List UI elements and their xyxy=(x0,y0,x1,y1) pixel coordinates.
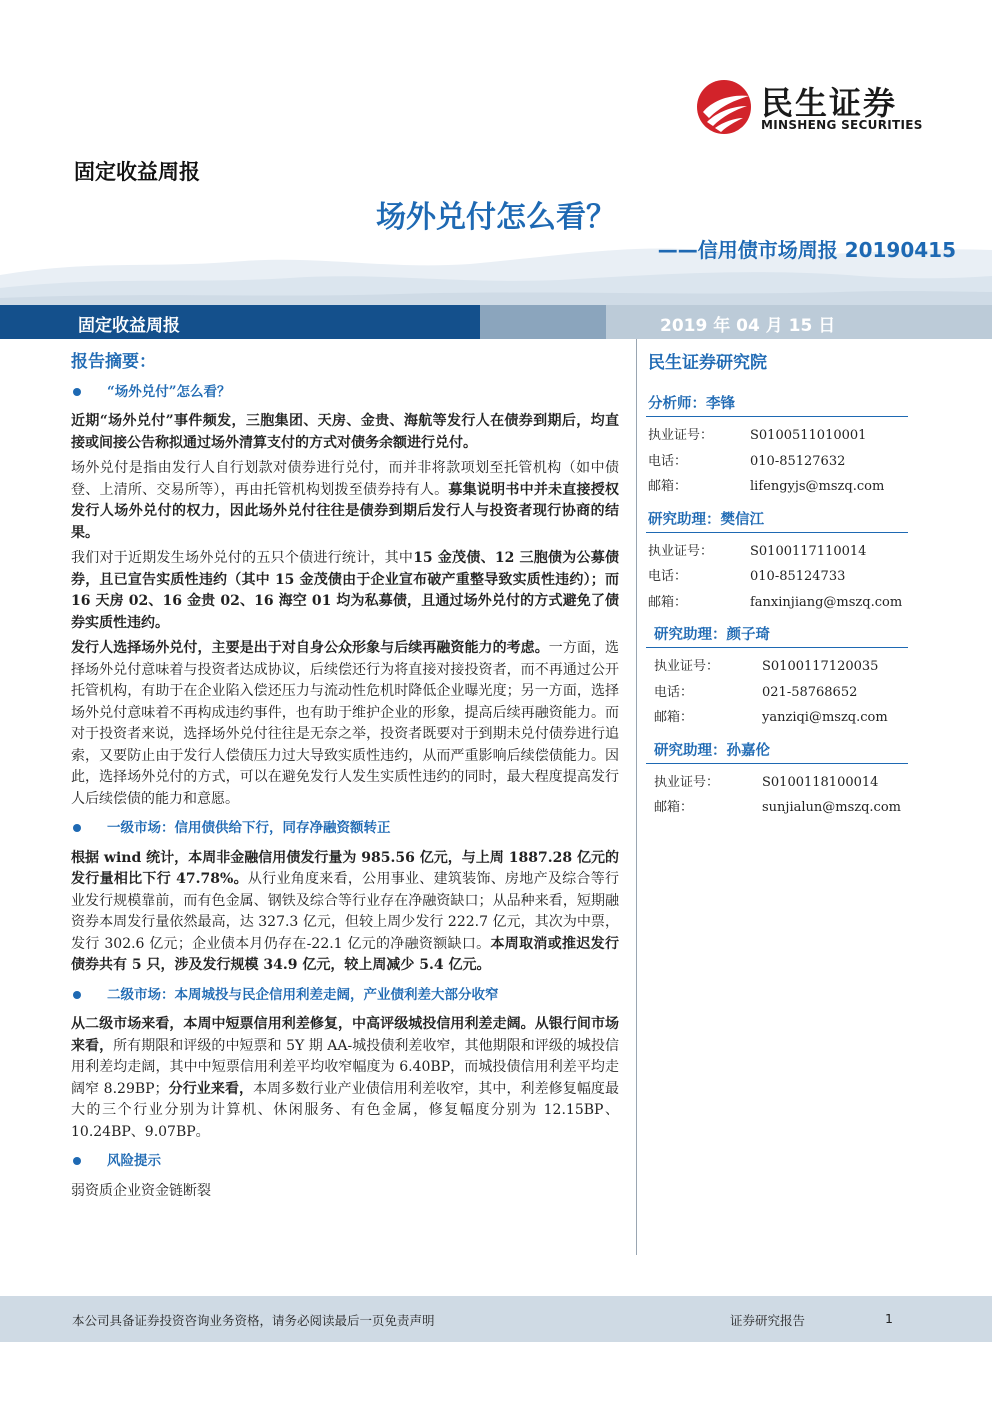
summary-column xyxy=(71,352,619,1206)
analyst-contact-row xyxy=(646,474,908,500)
column-divider xyxy=(636,339,637,1255)
paragraph-text: 近期“场外兑付”事件频发，三胞集团、天房、金贵、海航等发行人在债券到期后，均直接或间接公告称拟通过场外清算支付的方式对债务余额进行兑付。 xyxy=(71,413,619,451)
paragraph-text: 从二级市场来看，本周中短票信用利差修复，中高评级城投信用利差走阔。从银行间市场来看， xyxy=(71,1016,619,1054)
analyst-block xyxy=(646,390,908,500)
analyst-contact-row xyxy=(646,590,908,616)
footer-label: 证券研究报告 xyxy=(730,1313,806,1328)
minsheng-logo xyxy=(695,78,925,138)
summary-paragraph xyxy=(71,1014,619,1143)
contact-label: 电话： xyxy=(648,569,688,584)
section-heading xyxy=(71,382,619,404)
paragraph-text: 15 金茂债、12 三胞债为公募债券，且已宣告实质性违约（其中 15 金茂债由于企业宣布破产重整导致实质性违约）；而 16 天房 02、16 金贵 02、16 海空 01 均为私募债，且通过场外兑付的方式避免了债券实质性违约。 xyxy=(71,550,619,631)
report-subtitle: ——信用债市场周报 20190415 xyxy=(657,238,956,262)
paragraph-text: 募集说明书中并未直接授权发行人场外兑付的权力，因此场外兑付往往是债券到期后发行人与投资者现行协商的结果。 xyxy=(71,481,620,541)
contact-value: fanxinjiang@mszq.com xyxy=(750,594,903,610)
logo-name-cn: 民生证券 xyxy=(761,84,898,122)
analyst-block xyxy=(646,737,908,821)
paragraph-text: 发行人选择场外兑付，主要是出于对自身公众形象与后续再融资能力的考虑。 xyxy=(71,640,549,656)
analyst-sidebar xyxy=(646,350,908,821)
paragraph-text: 弱资质企业资金链断裂 xyxy=(71,1182,211,1199)
contact-label: 执业证号： xyxy=(654,774,720,790)
summary-paragraph xyxy=(71,411,619,454)
analyst-contact-row xyxy=(646,423,908,449)
band-report-type: 固定收益周报 xyxy=(78,316,180,336)
section-heading-text: 风险提示 xyxy=(107,1153,161,1169)
section-heading-text: “场外兑付”怎么看？ xyxy=(107,383,231,400)
analyst-contact-row xyxy=(646,795,908,821)
institute-name: 民生证券研究院 xyxy=(648,353,767,373)
page-number: 1 xyxy=(885,1311,893,1326)
section-heading-text: 一级市场：信用债供给下行，同存净融资额转正 xyxy=(107,820,391,836)
logo-name-en: MINSHENG SECURITIES xyxy=(761,118,923,132)
contact-label: 邮箱： xyxy=(648,594,688,610)
footer-disclaimer: 本公司具备证券投资咨询业务资格，请务必阅读最后一页免责声明 xyxy=(72,1313,435,1328)
report-date: 2019 年 04 月 15 日 xyxy=(660,316,836,336)
contact-value: S0100511010001 xyxy=(750,428,867,443)
paragraph-text: 从行业角度来看，公用事业、建筑装饰、房地产及综合等行业发行规模靠前，而有色金属、钢铁及综合等行业存在净融资缺口；从品种来看，短期融资券本周发行量依然最高，达 327.3 亿元，但较上周少发行 222.7 亿元，其次为中票，发行 302.6 亿元；企业债本月仍存在-22.1 亿元的净融资额缺口。 xyxy=(71,871,620,952)
paragraph-text: 本周取消或推迟发行债券共有 5 只，涉及发行规模 34.9 亿元，较上周减少 5.4 亿元。 xyxy=(71,935,619,973)
summary-paragraph xyxy=(71,638,619,810)
contact-value: S0100118100014 xyxy=(762,774,879,790)
analyst-block xyxy=(646,621,908,731)
bullet-dot-icon xyxy=(73,991,81,999)
contact-value: 010-85127632 xyxy=(750,453,846,469)
analyst-role: 研究助理：颜子琦 xyxy=(646,621,908,648)
bullet-dot-icon xyxy=(73,824,81,832)
analyst-contact-row xyxy=(646,705,908,731)
bullet-dot-icon xyxy=(73,1157,81,1165)
report-type: 固定收益周报 xyxy=(74,159,200,184)
summary-paragraph xyxy=(71,548,619,634)
paragraph-text: 场外兑付是指由发行人自行划款对债券进行兑付，而并非将款项划至托管机构（如中债登、上清所、交易所等），再由托管机构划拨至债券持有人。 xyxy=(71,460,619,498)
contact-label: 邮箱： xyxy=(648,479,688,494)
section-heading xyxy=(71,818,619,840)
section-heading xyxy=(71,985,619,1007)
contact-value: S0100117120035 xyxy=(762,659,879,674)
analyst-contact-row xyxy=(646,449,908,475)
contact-label: 执业证号： xyxy=(654,659,720,674)
summary-paragraph xyxy=(71,458,619,544)
page-footer xyxy=(0,1296,992,1342)
contact-label: 邮箱： xyxy=(654,800,694,815)
paragraph-text: 本周多数行业产业债信用利差收窄，其中，利差修复幅度最大的三个行业分别为计算机、休闲服务、有色金属，修复幅度分别为 12.15BP、10.24BP、9.07BP。 xyxy=(71,1080,619,1140)
summary-title: 报告摘要： xyxy=(71,352,156,372)
analyst-role: 研究助理：孙嘉伦 xyxy=(646,737,908,764)
contact-label: 邮箱： xyxy=(654,710,694,725)
logo-emblem-icon xyxy=(695,78,753,136)
section-heading xyxy=(71,1151,619,1173)
analyst-contact-row xyxy=(646,564,908,590)
contact-value: yanziqi@mszq.com xyxy=(762,710,888,725)
analyst-block xyxy=(646,506,908,616)
contact-value: lifengyjs@mszq.com xyxy=(750,479,885,494)
contact-label: 执业证号： xyxy=(648,543,714,559)
analyst-contact-row xyxy=(646,539,908,565)
contact-label: 执业证号： xyxy=(648,428,714,443)
analyst-role: 研究助理：樊信江 xyxy=(646,506,908,533)
paragraph-text: 根据 wind 统计，本周非金融信用债发行量为 985.56 亿元，与上周 1887.28 亿元的发行量相比下行 47.78%。 xyxy=(71,849,619,887)
analyst-contact-row xyxy=(646,654,908,680)
paragraph-text: 所有期限和评级的中短票和 5Y 期 AA-城投债利差收窄，其他期限和评级的城投信用利差均走阔，其中中短票信用利差平均收窄幅度为 6.40BP，而城投债信用利差平均走阔窄 8.29BP； xyxy=(71,1037,619,1097)
summary-paragraph xyxy=(71,848,619,977)
paragraph-text: 一方面，选择场外兑付意味着与投资者达成协议，后续偿还行为将直接对接投资者，而不再通过公开托管机构，有助于在企业陷入偿还压力与流动性危机时降低企业曝光度；另一方面，选择场外兑付意味着不再构成违约事件，也有助于维护企业的形象，提高后续再融资能力。而对于投资者来说，选择场外兑付往往是无奈之举，投资者既要对于到期未兑付债券进行追索，又要防止由于发行人偿债压力过大导致实质性违约，从而严重影响后续偿债能力。因此，选择场外兑付的方式，可以在避免发行人发生实质性违约的同时，最大程度提高发行人后续偿债的能力和意愿。 xyxy=(71,640,620,807)
analyst-contact-row xyxy=(646,680,908,706)
contact-label: 电话： xyxy=(648,453,688,469)
bullet-dot-icon xyxy=(73,388,81,396)
contact-value: 010-85124733 xyxy=(750,569,846,584)
paragraph-text: 分行业来看， xyxy=(168,1080,254,1097)
summary-sections xyxy=(71,382,619,1203)
contact-label: 电话： xyxy=(654,684,694,700)
title-band xyxy=(0,305,992,339)
report-title: 场外兑付怎么看？ xyxy=(376,200,616,235)
summary-paragraph xyxy=(71,1181,619,1203)
section-heading-text: 二级市场：本周城投与民企信用利差走阔，产业债利差大部分收窄 xyxy=(107,986,499,1003)
contact-value: sunjialun@mszq.com xyxy=(762,800,901,815)
paragraph-text: 我们对于近期发生场外兑付的五只个债进行统计，其中 xyxy=(71,550,414,566)
analyst-contact-row xyxy=(646,770,908,796)
analyst-list xyxy=(646,390,908,821)
contact-value: 021-58768652 xyxy=(762,684,858,700)
analyst-role: 分析师：李锋 xyxy=(646,390,908,417)
contact-value: S0100117110014 xyxy=(750,543,867,559)
